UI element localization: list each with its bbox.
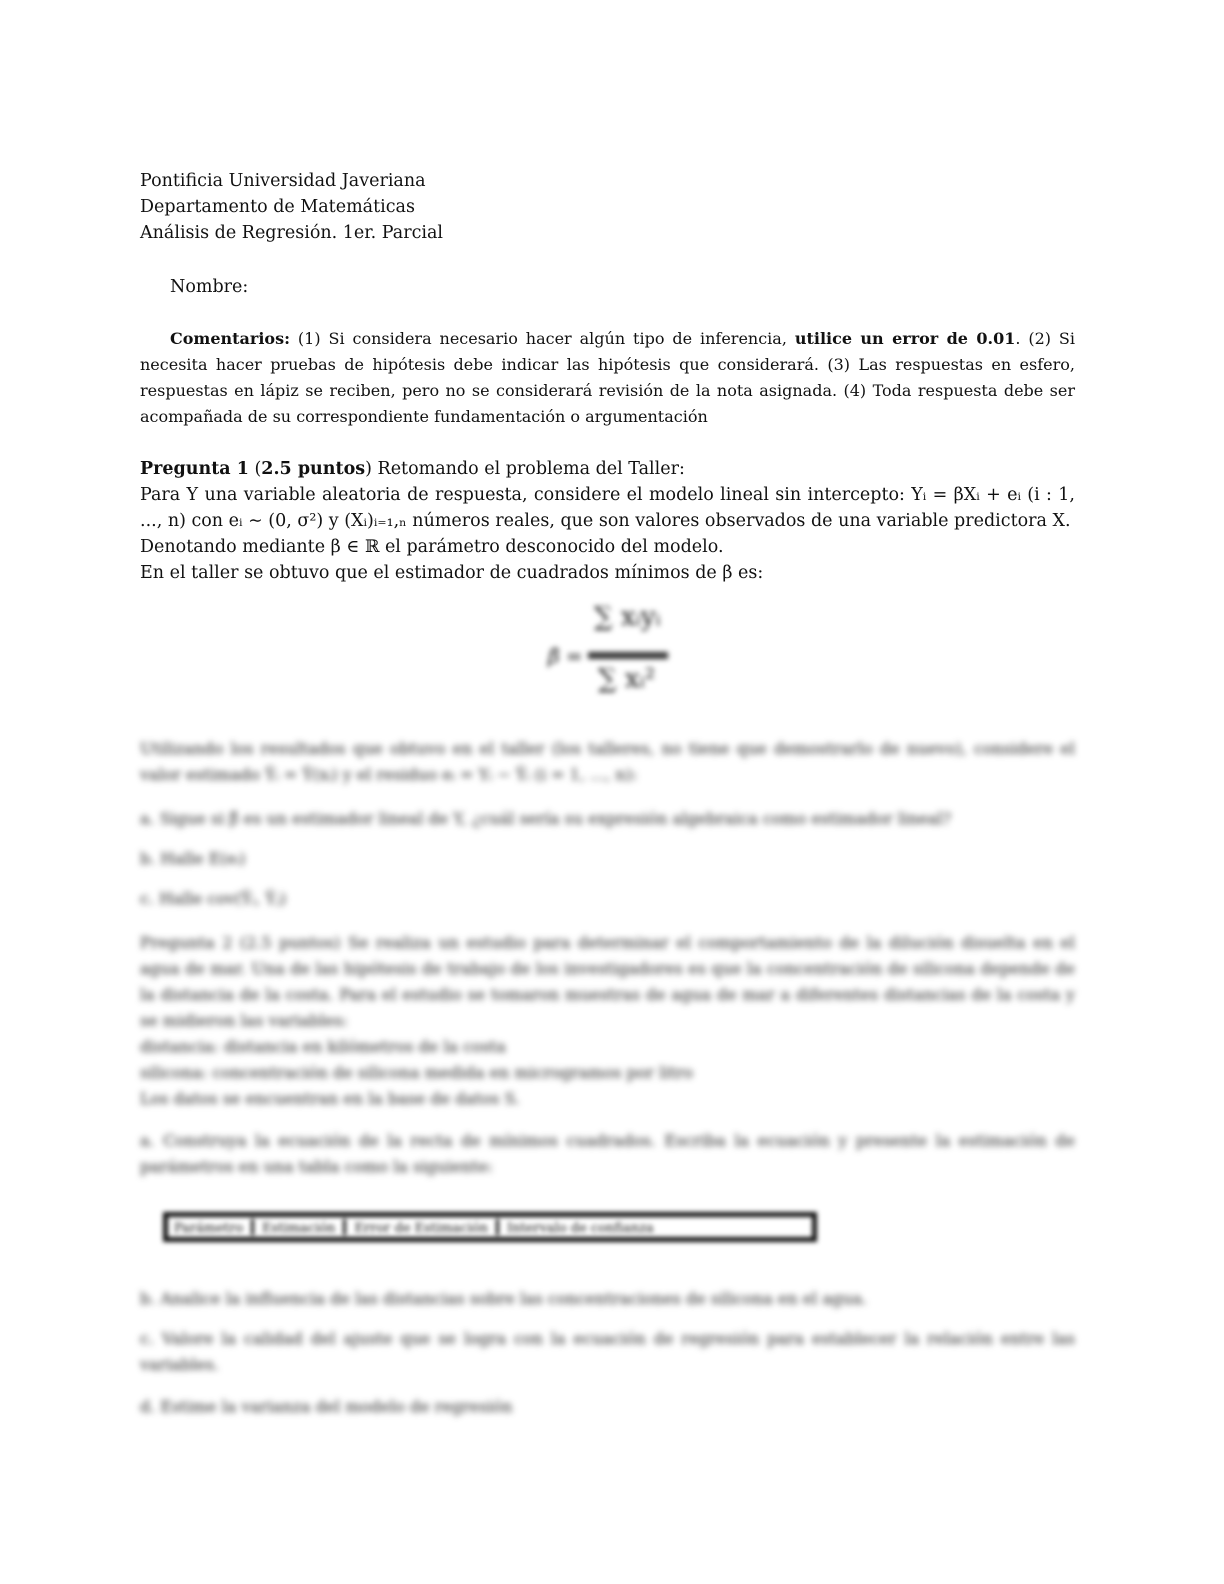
question-1-points: 2.5 puntos [261, 459, 366, 479]
question-1-context: Utilizando los resultados que obtuvo en el taller (los talleres, no tiene que demostrarlo de nuevo), considere el valor estimado Ŷᵢ = Ŷ(xᵢ) y el residuo eᵢ = Yᵢ − Ŷᵢ (i = 1, ..., n): [140, 739, 1075, 784]
formula-numerator: ∑ xᵢyᵢ [594, 602, 661, 632]
question-1-title: Pregunta 1 (2.5 puntos) Retomando el problema del Taller: [140, 459, 685, 479]
comments-text-c: . (2) Si necesita hacer pruebas de hipótesis debe indicar las hipótesis que considerará. (3) Las respuestas en esfero, respuestas en lápiz se reciben, pero no se considerará revisión de la nota asignada. (4) Toda respuesta debe ser acompañada de su correspondiente fundamentación o argumentación [140, 329, 1076, 426]
table-header-cell: Intervalo de confianza [506, 1221, 654, 1236]
question-1-estimator-intro: En el taller se obtuvo que el estimador de cuadrados mínimos de β es: [140, 563, 764, 583]
question-1-label: Pregunta 1 [140, 459, 249, 479]
comments-text-a: (1) Si considera necesario hacer algún tipo de inferencia, [290, 329, 795, 348]
comments-paragraph [140, 326, 1075, 430]
question-1-parameter: Denotando mediante β ∈ ℝ el parámetro desconocido del modelo. [140, 537, 724, 557]
university-name: Pontificia Universidad Javeriana [140, 171, 426, 191]
exam-title: Análisis de Regresión. 1er. Parcial [140, 223, 444, 243]
table-header-cell: Estimación [262, 1219, 346, 1235]
question-1-item-c: c. Halle cov(Ŷᵢ, Ŷⱼ) [140, 889, 287, 908]
question-1-intro: Retomando el problema del Taller: [371, 459, 685, 479]
department-name: Departamento de Matemáticas [140, 197, 415, 217]
question-2-item-a: a. Construya la ecuación de la recta de mínimos cuadrados. Escriba la ecuación y presente la estimación de parámetros en una tabla como la siguiente: [140, 1131, 1075, 1176]
question-2-variable-1: distancia: distancia en kilómetros de la costa [140, 1037, 506, 1056]
question-2-intro: Pregunta 2 (2.5 puntos) Se realiza un estudio para determinar el comportamiento de la dilución disuelta en el agua de mar. Una de las hipótesis de trabajo de los investigadores es que la concentración de silicona depende de la distancia de la costa. Para el estudio se tomaron muestras de agua de mar a diferentes distancias de la costa y se midieron las variables: [140, 933, 1075, 1030]
name-label: Nombre: [170, 277, 249, 297]
document-header [140, 168, 1075, 246]
comments-label: Comentarios: [170, 329, 290, 348]
formula-lhs: β̂ = [548, 644, 583, 668]
formula-denominator: ∑ xᵢ² [598, 664, 656, 694]
parameter-table-header [163, 1212, 817, 1242]
question-2-item-d: d. Estime la varianza del modelo de regresión [140, 1397, 513, 1416]
question-1 [140, 456, 1075, 586]
question-2-item-b: b. Analice la influencia de las distancias sobre las concentraciones de silicona en el agua. [140, 1289, 868, 1308]
question-1-item-a: a. Sigue si β̂ es un estimador lineal de Y, ¿cuál sería su expresión algebraica como estimador lineal? [140, 809, 952, 828]
question-2-variable-2: silicona: concentración de silicona medida en microgramos por litro [140, 1063, 694, 1082]
question-1-item-b: b. Halle E(eᵢ) [140, 849, 246, 868]
question-2-data-note: Los datos se encuentran en la base de datos S. [140, 1089, 520, 1108]
table-header-cell: Parámetro [174, 1219, 254, 1235]
question-1-model: Para Y una variable aleatoria de respuesta, considere el modelo lineal sin intercepto: Yᵢ = βXᵢ + eᵢ (i : 1, ..., n) con eᵢ ∼ (0, σ²) y (Xᵢ)ᵢ₌₁,ₙ números reales, que son valores observados de una variable predictora X. [140, 485, 1075, 531]
table-header-cell: Error de Estimación [354, 1219, 499, 1235]
fraction-bar [588, 652, 668, 659]
question-2-item-c: c. Valore la calidad del ajuste que se logra con la ecuación de regresión para establecer la relación entre las variables. [140, 1329, 1075, 1374]
comments-bold: utilice un error de 0.01 [794, 329, 1016, 348]
estimator-formula [548, 596, 678, 726]
